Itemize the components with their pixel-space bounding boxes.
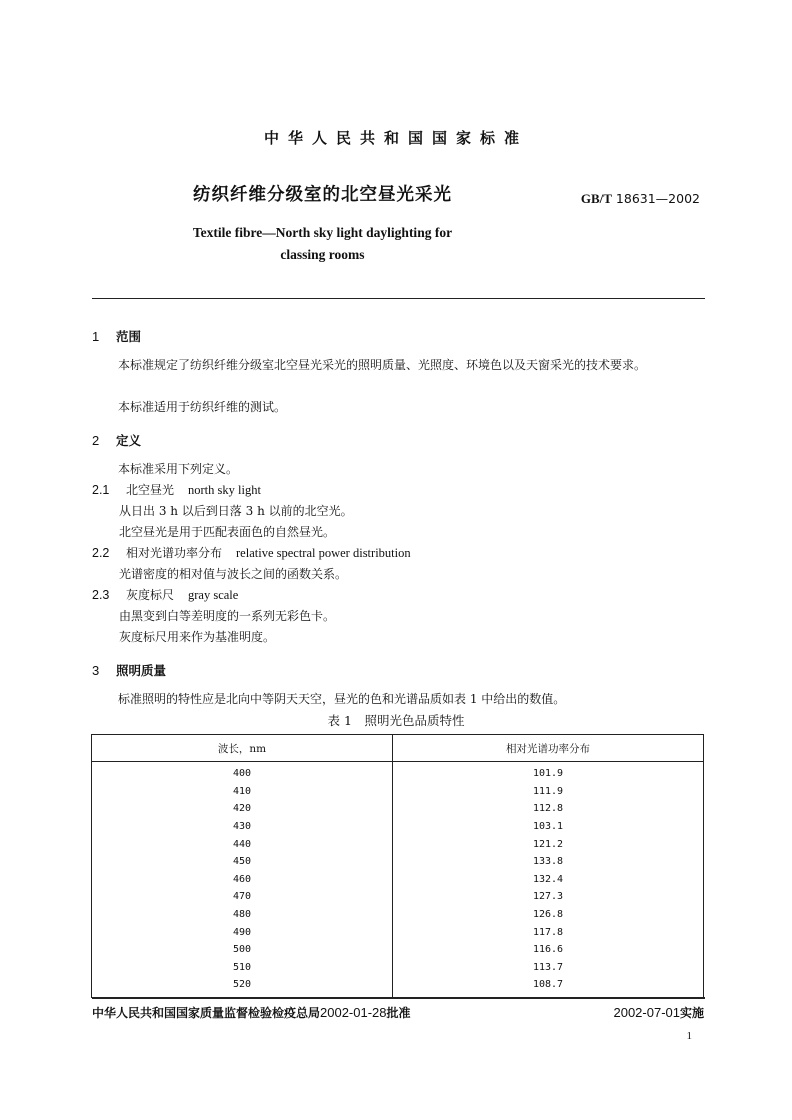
section-1-paragraph-1: 本标准规定了纺织纤维分级室北空昼光采光的照明质量、光照度、环境色以及天窗采光的技术要求。 — [118, 358, 647, 372]
section-2-title: 定义 — [116, 433, 142, 448]
clause-2-1-number: 2.1 — [92, 483, 110, 497]
spd-value-cell: 103.1 — [532, 821, 564, 833]
clause-2-2 — [92, 543, 411, 563]
section-1-number: 1 — [92, 329, 100, 344]
section-1-paragraph-2: 本标准适用于纺织纤维的测试。 — [118, 400, 287, 414]
title-english-line-2: classing rooms — [280, 247, 365, 262]
clause-2-3-line-1: 由黑变到白等差明度的一系列无彩色卡。 — [119, 609, 336, 623]
title-chinese: 纺织纤维分级室的北空昼光采光 — [193, 185, 452, 205]
approval-date: 2002-01-28 — [320, 1005, 387, 1020]
clause-2-1-english: north sky light — [188, 483, 261, 497]
table-row — [92, 762, 704, 783]
table-row — [92, 818, 704, 836]
clause-2-1-line-2: 北空昼光是用于匹配表面色的自然昼光。 — [119, 525, 336, 539]
section-3-heading — [92, 661, 166, 679]
table-header-wavelength: 波长，nm — [92, 735, 393, 762]
wavelength-cell: 440 — [92, 835, 393, 853]
wavelength-cell: 480 — [92, 906, 393, 924]
section-2-intro: 本标准采用下列定义。 — [118, 462, 239, 476]
title-english-line-1: Textile fibre—North sky light daylighting for — [192, 225, 453, 240]
spd-value-cell: 132.4 — [532, 873, 564, 885]
clause-2-2-english: relative spectral power distribution — [236, 546, 411, 560]
section-1-heading — [92, 327, 141, 345]
title-english — [0, 222, 645, 266]
clause-2-1 — [92, 480, 261, 500]
section-3-title: 照明质量 — [116, 663, 167, 678]
section-3-number: 3 — [92, 663, 100, 678]
table-row — [92, 853, 704, 871]
clause-2-3-term: 灰度标尺 — [126, 588, 175, 602]
spd-value-cell: 116.6 — [532, 944, 564, 956]
table-row — [92, 959, 704, 977]
wavelength-cell: 490 — [92, 923, 393, 941]
spd-value-cell: 117.8 — [532, 926, 564, 938]
standard-number — [581, 191, 700, 207]
effective-date: 2002-07-01 — [613, 1005, 680, 1020]
standard-code: 18631—2002 — [615, 191, 700, 206]
wavelength-cell: 470 — [92, 888, 393, 906]
wavelength-cell: 450 — [92, 853, 393, 871]
effective-suffix: 实施 — [679, 1006, 704, 1020]
footer-divider — [92, 997, 705, 999]
clause-2-2-term: 相对光谱功率分布 — [126, 546, 223, 560]
spd-value-cell: 113.7 — [532, 961, 564, 973]
clause-2-2-line-1: 光谱密度的相对值与波长之间的函数关系。 — [119, 567, 348, 581]
wavelength-cell: 400 — [92, 762, 393, 783]
table-row — [92, 888, 704, 906]
page-number: 1 — [686, 1030, 692, 1042]
document-header: 中华人民共和国国家标准 — [263, 129, 528, 147]
table-row — [92, 835, 704, 853]
header-divider — [92, 298, 705, 299]
wavelength-cell: 520 — [92, 976, 393, 997]
section-2-heading — [92, 431, 141, 449]
table-row — [92, 800, 704, 818]
table-caption: 表 1 照明光色品质特性 — [327, 713, 465, 728]
wavelength-cell: 500 — [92, 941, 393, 959]
spd-value-cell: 121.2 — [532, 838, 564, 850]
clause-2-3 — [92, 585, 238, 605]
wavelength-cell: 460 — [92, 871, 393, 889]
standard-prefix: GB/T — [580, 191, 612, 206]
table-row — [92, 871, 704, 889]
wavelength-cell: 420 — [92, 800, 393, 818]
spectral-table — [91, 734, 704, 998]
spd-value-cell: 127.3 — [532, 891, 564, 903]
section-3-paragraph: 标准照明的特性应是北向中等阴天天空，昼光的色和光谱品质如表 1 中给出的数值。 — [118, 692, 566, 706]
wavelength-cell: 510 — [92, 959, 393, 977]
clause-2-3-line-2: 灰度标尺用来作为基准明度。 — [119, 630, 276, 644]
clause-2-1-term: 北空昼光 — [126, 483, 175, 497]
section-2-number: 2 — [92, 433, 100, 448]
approval-line — [92, 1004, 411, 1021]
clause-2-1-line-1: 从日出 3 h 以后到日落 3 h 以前的北空光。 — [119, 504, 353, 518]
effective-line — [613, 1004, 704, 1021]
table-header-spd: 相对光谱功率分布 — [393, 735, 704, 762]
spd-value-cell: 126.8 — [532, 909, 564, 921]
clause-2-2-number: 2.2 — [92, 546, 110, 560]
table-row — [92, 906, 704, 924]
wavelength-cell: 430 — [92, 818, 393, 836]
wavelength-cell: 410 — [92, 783, 393, 801]
section-1-title: 范围 — [116, 329, 142, 344]
table-row — [92, 783, 704, 801]
clause-2-3-english: gray scale — [188, 588, 239, 602]
spd-value-cell: 111.9 — [532, 785, 564, 797]
clause-2-3-number: 2.3 — [92, 588, 110, 602]
table-row — [92, 923, 704, 941]
spd-value-cell: 108.7 — [532, 979, 564, 991]
table-row — [92, 941, 704, 959]
spd-value-cell: 112.8 — [532, 803, 564, 815]
table-row — [92, 976, 704, 997]
spd-value-cell: 133.8 — [532, 856, 564, 868]
spd-value-cell: 101.9 — [532, 768, 564, 780]
approval-suffix: 批准 — [386, 1006, 411, 1020]
approval-org: 中华人民共和国国家质量监督检验检疫总局 — [92, 1006, 321, 1020]
table-header-row — [92, 735, 704, 762]
